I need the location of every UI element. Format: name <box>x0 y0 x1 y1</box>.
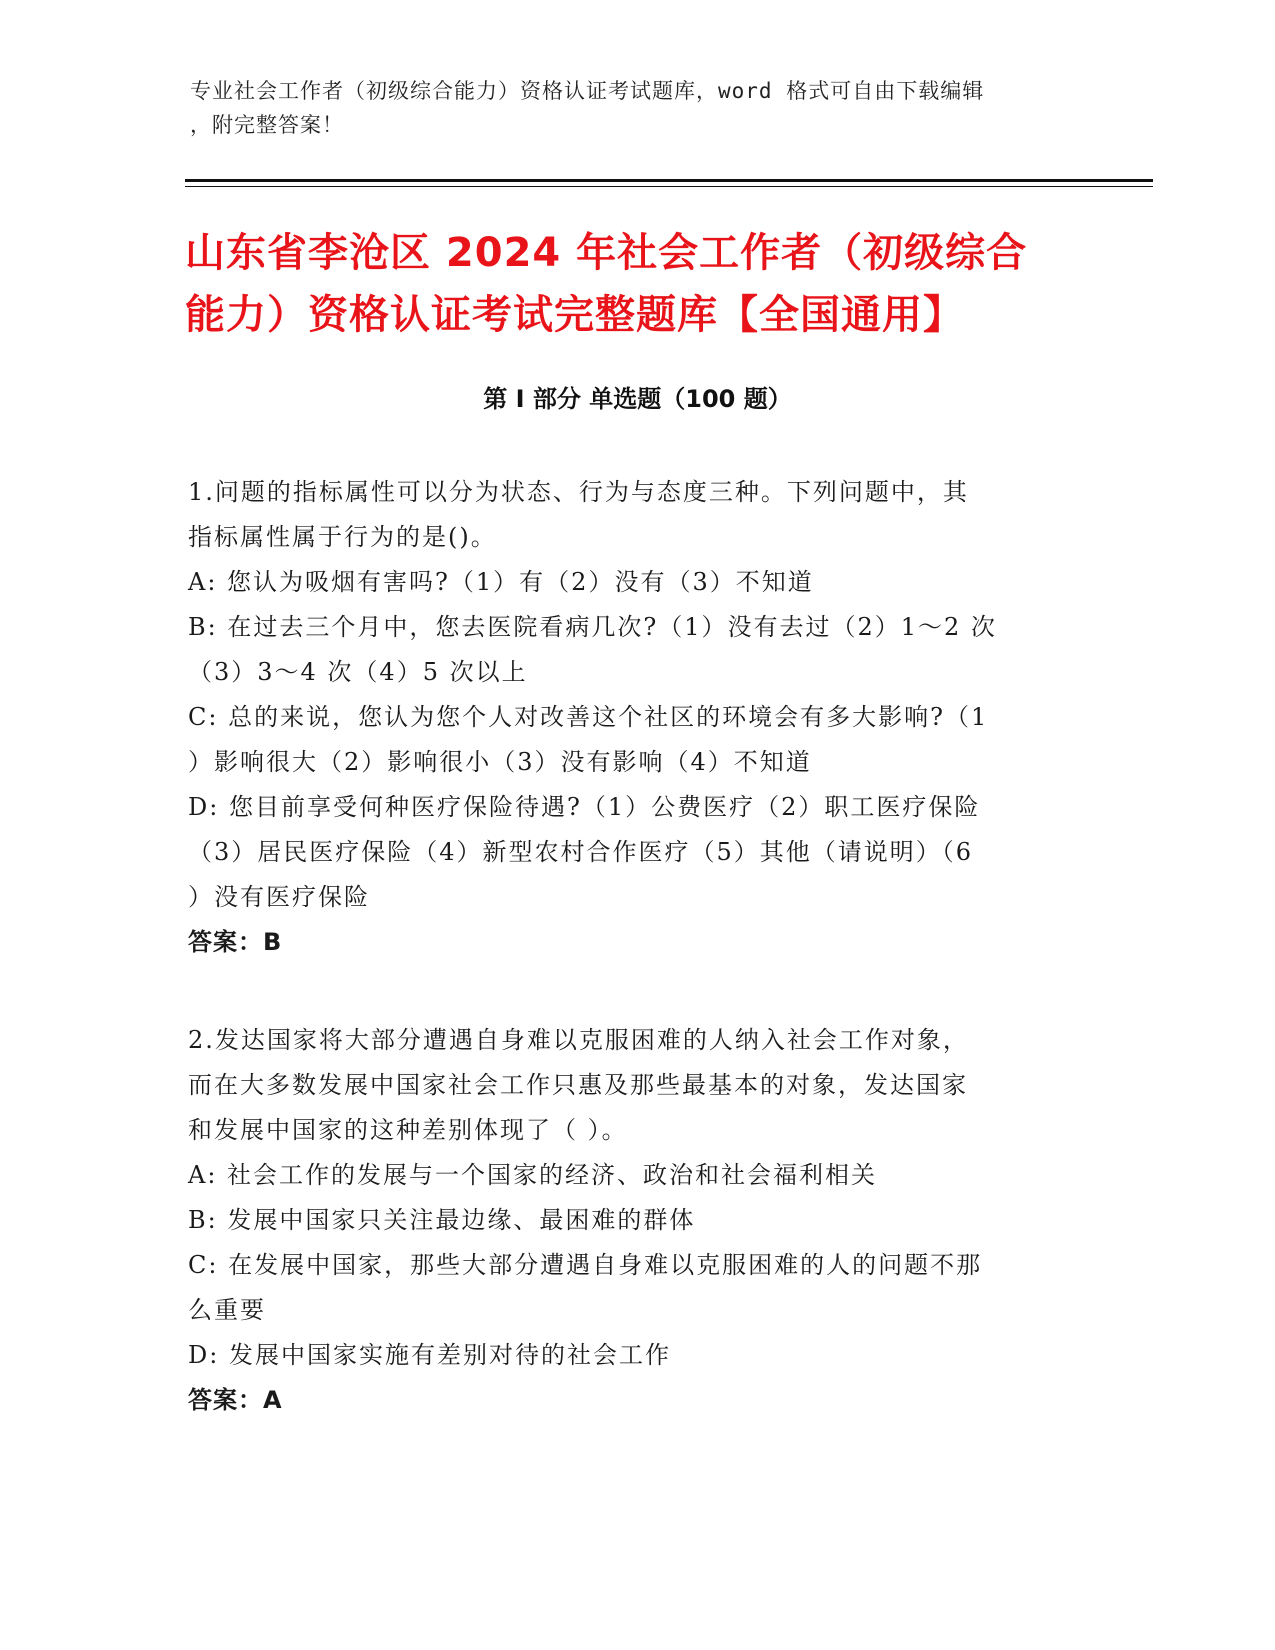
option-a: A: 您认为吸烟有害吗?（1）有（2）没有（3）不知道 <box>188 568 814 596</box>
option-c-continued: ）影响很大（2）影响很小（3）没有影响（4）不知道 <box>188 748 812 776</box>
option-b: B: 发展中国家只关注最边缘、最困难的群体 <box>188 1206 696 1234</box>
question-stem-line: 而在大多数发展中国家社会工作只惠及那些最基本的对象，发达国家 <box>188 1071 968 1099</box>
option-c: C: 总的来说，您认为您个人对改善这个社区的环境会有多大影响?（1 <box>188 703 989 731</box>
answer-label: 答案：A <box>188 1386 283 1414</box>
header-rule-thick <box>185 179 1153 182</box>
header-note-line-2: ，附完整答案！ <box>190 113 344 137</box>
question-2 <box>188 1018 1068 1423</box>
option-d: D: 您目前享受何种医疗保险待遇?（1）公费医疗（2）职工医疗保险 <box>188 793 981 821</box>
document-title <box>185 222 1115 346</box>
option-b: B: 在过去三个月中，您去医院看病几次?（1）没有去过（2）1～2 次 <box>188 613 997 641</box>
option-d-continued: （3）居民医疗保险（4）新型农村合作医疗（5）其他（请说明）（6 <box>188 838 974 866</box>
answer-label: 答案：B <box>188 928 283 956</box>
question-1 <box>188 470 1068 965</box>
question-stem-line: 指标属性属于行为的是()。 <box>188 523 497 551</box>
question-stem-line: 2.发达国家将大部分遭遇自身难以克服困难的人纳入社会工作对象， <box>188 1026 969 1054</box>
document-title-line-2: 能力）资格认证考试完整题库【全国通用】 <box>185 292 964 338</box>
document-title-line-1: 山东省李沧区 2024 年社会工作者（初级综合 <box>185 230 1028 276</box>
question-stem-line: 和发展中国家的这种差别体现了（ ）。 <box>188 1116 628 1144</box>
question-stem-line: 1.问题的指标属性可以分为状态、行为与态度三种。下列问题中，其 <box>188 478 969 506</box>
header-note-line-1: 专业社会工作者（初级综合能力）资格认证考试题库，word 格式可自由下载编辑 <box>190 79 985 103</box>
option-d-continued: ）没有医疗保险 <box>188 883 370 911</box>
header-rule-thin <box>185 186 1153 187</box>
option-a: A: 社会工作的发展与一个国家的经济、政治和社会福利相关 <box>188 1161 878 1189</box>
option-c: C: 在发展中国家，那些大部分遭遇自身难以克服困难的人的问题不那 <box>188 1251 983 1279</box>
header-note <box>190 74 1090 142</box>
option-d: D: 发展中国家实施有差别对待的社会工作 <box>188 1341 671 1369</box>
section-title: 第 I 部分 单选题（100 题） <box>483 385 792 413</box>
option-c-continued: 么重要 <box>188 1296 266 1324</box>
option-b-continued: （3）3～4 次（4）5 次以上 <box>188 658 528 686</box>
